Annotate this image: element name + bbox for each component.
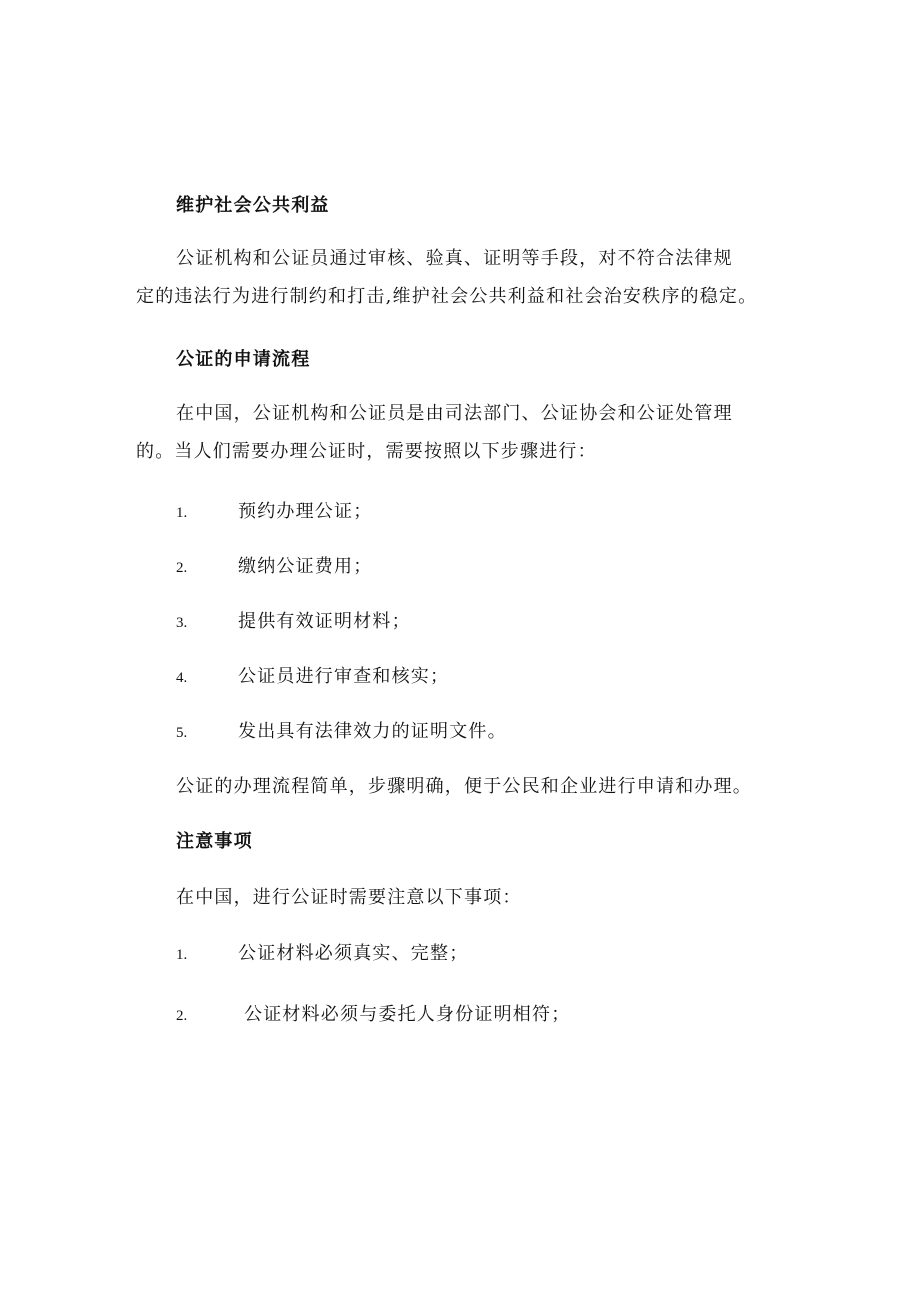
- list-item-note-2: [176, 1000, 776, 1026]
- list-number: 2.: [176, 560, 188, 576]
- paragraph-notes-intro: 在中国，进行公证时需要注意以下事项：: [176, 887, 522, 908]
- list-text: 提供有效证明材料；: [238, 611, 411, 632]
- list-item-step-5: [176, 717, 776, 743]
- paragraph-line: 公证机构和公证员通过审核、验真、证明等手段，对不符合法律规: [176, 248, 733, 269]
- list-text: 发出具有法律效力的证明文件。: [238, 721, 507, 742]
- list-text: 公证材料必须与委托人身份证明相符；: [244, 1004, 571, 1025]
- list-item-step-1: [176, 497, 776, 523]
- list-text: 缴纳公证费用；: [238, 556, 373, 577]
- list-text: 预约办理公证；: [238, 501, 373, 522]
- paragraph-line: 在中国，公证机构和公证员是由司法部门、公证协会和公证处管理: [176, 403, 733, 424]
- section-heading-notes: 注意事项: [176, 831, 253, 852]
- list-item-step-4: [176, 662, 776, 688]
- list-item-note-1: [176, 939, 776, 965]
- paragraph-application-intro: [136, 395, 786, 471]
- paragraph-line: 定的违法行为进行制约和打击,维护社会公共利益和社会治安秩序的稳定。: [136, 286, 758, 307]
- list-number: 1.: [176, 947, 188, 963]
- section-heading-public-interest: 维护社会公共利益: [176, 195, 330, 216]
- list-item-step-2: [176, 552, 776, 578]
- list-number: 3.: [176, 615, 188, 631]
- list-number: 5.: [176, 725, 188, 741]
- paragraph-public-interest: [136, 240, 786, 316]
- list-number: 4.: [176, 670, 188, 686]
- section-heading-application-process: 公证的申请流程: [176, 349, 311, 370]
- list-text: 公证员进行审查和核实；: [238, 666, 450, 687]
- paragraph-line: 的。当人们需要办理公证时，需要按照以下步骤进行：: [136, 441, 597, 462]
- list-number: 1.: [176, 505, 188, 521]
- list-number: 2.: [176, 1008, 188, 1024]
- list-text: 公证材料必须真实、完整；: [238, 943, 469, 964]
- paragraph-process-summary: 公证的办理流程简单，步骤明确，便于公民和企业进行申请和办理。: [176, 776, 752, 797]
- list-item-step-3: [176, 607, 776, 633]
